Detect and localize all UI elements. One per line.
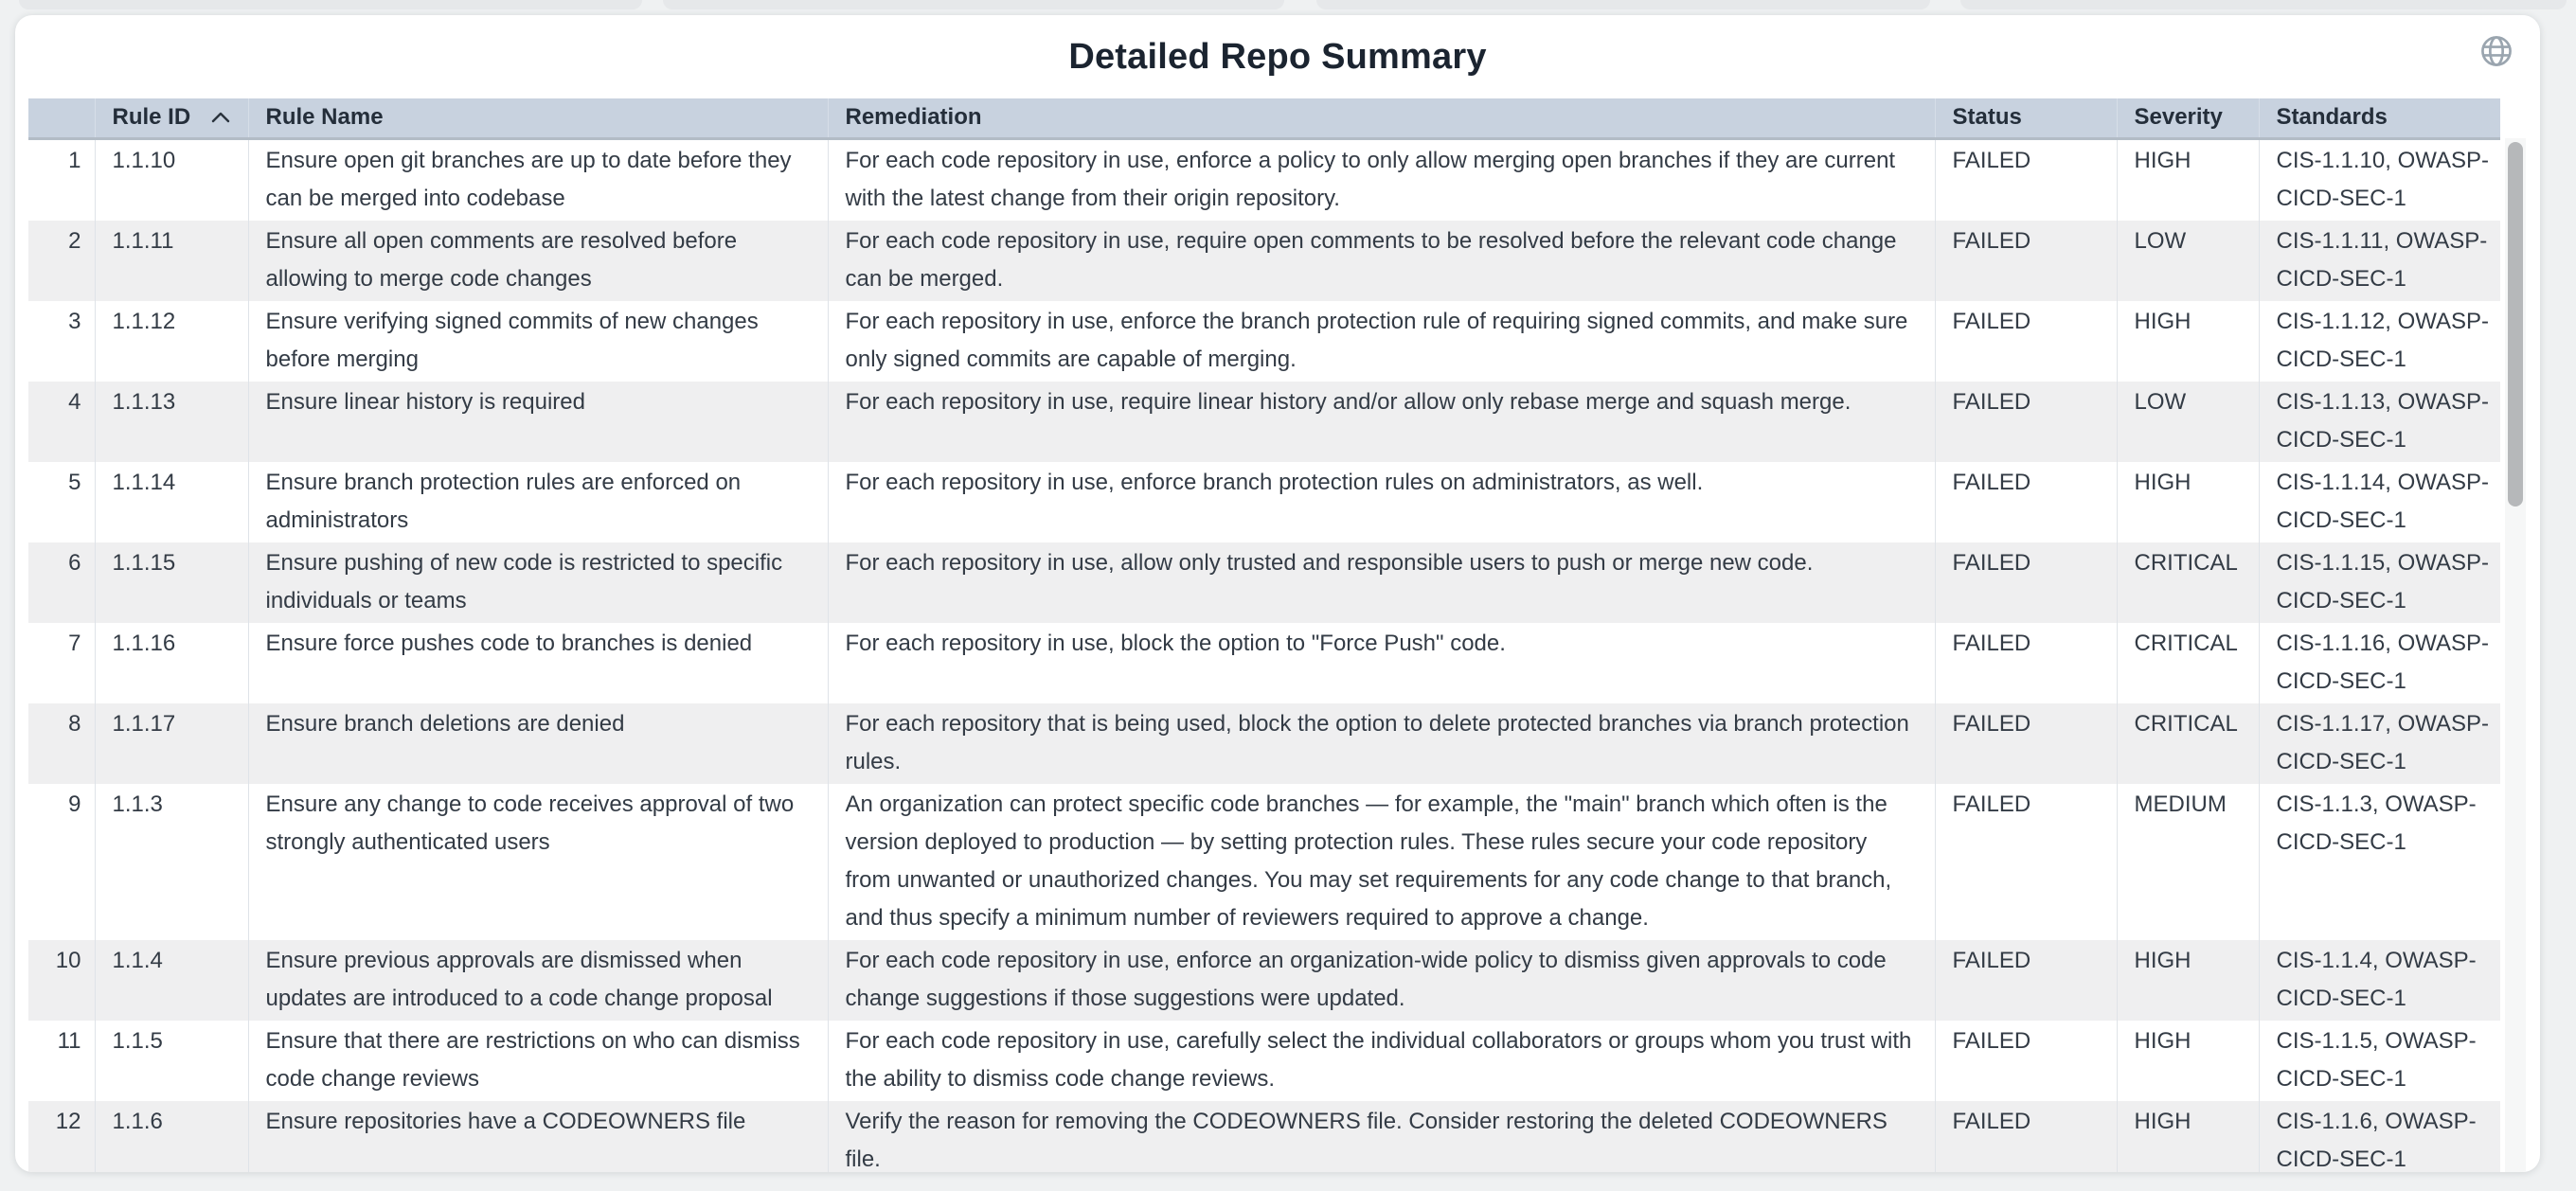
cell-rule-name: Ensure that there are restrictions on who can dismiss code change reviews xyxy=(248,1021,828,1101)
cell-rule-id: 1.1.11 xyxy=(95,221,248,301)
cell-rule-name: Ensure any change to code receives approval of two strongly authenticated users xyxy=(248,784,828,940)
column-header-rule-id-label: Rule ID xyxy=(112,104,191,131)
table-row xyxy=(28,1101,2500,1173)
table-row xyxy=(28,382,2500,462)
background-card-edge xyxy=(1316,0,1930,9)
table-header-row xyxy=(28,98,2500,138)
cell-remediation: For each code repository in use, enforce an organization-wide policy to dismiss given approvals to code change suggestions if those suggestions were updated. xyxy=(828,940,1935,1021)
cell-remediation: An organization can protect specific code branches — for example, the "main" branch which often is the version deployed to production — by setting protection rules. These rules secure your code repository from unwanted or unauthorized changes. You may set requirements for any code change to that branch, and thus specify a minimum number of reviewers required to approve a change. xyxy=(828,784,1935,940)
column-header-status[interactable]: Status xyxy=(1935,98,2117,138)
table-row xyxy=(28,301,2500,382)
cell-remediation: For each repository in use, require linear history and/or allow only rebase merge and squash merge. xyxy=(828,382,1935,462)
table-row xyxy=(28,784,2500,940)
cell-row-index: 12 xyxy=(28,1101,95,1173)
column-header-index xyxy=(28,98,95,138)
table-scrollbar[interactable] xyxy=(2505,138,2526,1172)
cell-standards: CIS-1.1.4, OWASP-CICD-SEC-1 xyxy=(2276,947,2477,1011)
column-header-standards[interactable]: Standards xyxy=(2259,98,2500,138)
cell-rule-id: 1.1.14 xyxy=(95,462,248,542)
cell-rule-name: Ensure linear history is required xyxy=(248,382,828,462)
cell-rule-id: 1.1.10 xyxy=(95,138,248,221)
table-body xyxy=(28,138,2500,1172)
cell-status: FAILED xyxy=(1935,940,2117,1021)
table-row xyxy=(28,1021,2500,1101)
background-card-edge xyxy=(663,0,1284,9)
cell-severity: HIGH xyxy=(2117,940,2259,1021)
cell-row-index: 11 xyxy=(28,1021,95,1101)
cell-severity: HIGH xyxy=(2117,138,2259,221)
column-header-remediation[interactable]: Remediation xyxy=(828,98,1935,138)
cell-remediation: For each repository that is being used, block the option to delete protected branches via branch protection rules. xyxy=(828,703,1935,784)
cell-remediation: For each repository in use, enforce branch protection rules on administrators, as well. xyxy=(828,462,1935,542)
cell-row-index: 5 xyxy=(28,462,95,542)
cell-severity: LOW xyxy=(2117,382,2259,462)
cell-standards: CIS-1.1.6, OWASP-CICD-SEC-1 xyxy=(2276,1108,2477,1172)
cell-severity: HIGH xyxy=(2117,1021,2259,1101)
cell-row-index: 2 xyxy=(28,221,95,301)
column-header-rule-name[interactable]: Rule Name xyxy=(248,98,828,138)
cell-status: FAILED xyxy=(1935,138,2117,221)
cell-rule-name: Ensure branch protection rules are enforced on administrators xyxy=(248,462,828,542)
cell-status: FAILED xyxy=(1935,703,2117,784)
background-card-edge xyxy=(19,0,642,9)
cell-severity: CRITICAL xyxy=(2117,542,2259,623)
cell-row-index: 10 xyxy=(28,940,95,1021)
cell-rule-name: Ensure previous approvals are dismissed when updates are introduced to a code change proposal xyxy=(248,940,828,1021)
cell-standards: CIS-1.1.13, OWASP-CICD-SEC-1 xyxy=(2276,388,2490,453)
cell-standards: CIS-1.1.16, OWASP-CICD-SEC-1 xyxy=(2276,630,2490,694)
cell-severity: CRITICAL xyxy=(2117,623,2259,703)
table-row xyxy=(28,703,2500,784)
cell-status: FAILED xyxy=(1935,1101,2117,1173)
cell-standards: CIS-1.1.15, OWASP-CICD-SEC-1 xyxy=(2276,549,2490,613)
cell-status: FAILED xyxy=(1935,382,2117,462)
cell-rule-id: 1.1.13 xyxy=(95,382,248,462)
background-card-edge xyxy=(1960,0,2567,9)
cell-severity: CRITICAL xyxy=(2117,703,2259,784)
table-row xyxy=(28,462,2500,542)
cell-rule-name: Ensure open git branches are up to date before they can be merged into codebase xyxy=(248,138,828,221)
page-title: Detailed Repo Summary xyxy=(1068,36,1487,77)
cell-standards: CIS-1.1.17, OWASP-CICD-SEC-1 xyxy=(2276,710,2490,774)
table-row xyxy=(28,221,2500,301)
cell-standards: CIS-1.1.11, OWASP-CICD-SEC-1 xyxy=(2276,227,2488,292)
table-row xyxy=(28,940,2500,1021)
cell-standards: CIS-1.1.3, OWASP-CICD-SEC-1 xyxy=(2276,791,2477,855)
cell-remediation: For each repository in use, enforce the branch protection rule of requiring signed commits, and make sure only signed commits are capable of merging. xyxy=(828,301,1935,382)
cell-rule-name: Ensure branch deletions are denied xyxy=(248,703,828,784)
table-row xyxy=(28,623,2500,703)
cell-rule-id: 1.1.16 xyxy=(95,623,248,703)
cell-remediation: For each code repository in use, require open comments to be resolved before the relevant code change can be merged. xyxy=(828,221,1935,301)
cell-rule-id: 1.1.12 xyxy=(95,301,248,382)
cell-row-index: 7 xyxy=(28,623,95,703)
table-row xyxy=(28,542,2500,623)
cell-severity: HIGH xyxy=(2117,1101,2259,1173)
cell-rule-id: 1.1.6 xyxy=(95,1101,248,1173)
cell-status: FAILED xyxy=(1935,462,2117,542)
cell-remediation: For each code repository in use, carefully select the individual collaborators or groups whom you trust with the ability to dismiss code change reviews. xyxy=(828,1021,1935,1101)
cell-row-index: 8 xyxy=(28,703,95,784)
column-header-rule-id[interactable] xyxy=(95,98,248,138)
cell-severity: MEDIUM xyxy=(2117,784,2259,940)
cell-severity: HIGH xyxy=(2117,301,2259,382)
cell-row-index: 4 xyxy=(28,382,95,462)
cell-standards: CIS-1.1.10, OWASP-CICD-SEC-1 xyxy=(2276,147,2490,211)
cell-rule-id: 1.1.17 xyxy=(95,703,248,784)
cell-status: FAILED xyxy=(1935,542,2117,623)
cell-rule-id: 1.1.4 xyxy=(95,940,248,1021)
table-row xyxy=(28,138,2500,221)
cell-rule-name: Ensure pushing of new code is restricted to specific individuals or teams xyxy=(248,542,828,623)
cell-row-index: 9 xyxy=(28,784,95,940)
cell-status: FAILED xyxy=(1935,1021,2117,1101)
repo-summary-table xyxy=(28,98,2500,1172)
cell-rule-name: Ensure force pushes code to branches is denied xyxy=(248,623,828,703)
scrollbar-thumb[interactable] xyxy=(2508,142,2523,507)
cell-status: FAILED xyxy=(1935,623,2117,703)
sort-ascending-icon xyxy=(210,111,231,124)
cell-standards: CIS-1.1.14, OWASP-CICD-SEC-1 xyxy=(2276,469,2490,533)
cell-severity: HIGH xyxy=(2117,462,2259,542)
card-header xyxy=(15,15,2540,98)
cell-rule-id: 1.1.5 xyxy=(95,1021,248,1101)
cell-row-index: 1 xyxy=(28,138,95,221)
cell-status: FAILED xyxy=(1935,301,2117,382)
cell-rule-name: Ensure all open comments are resolved before allowing to merge code changes xyxy=(248,221,828,301)
cell-remediation: For each repository in use, block the option to "Force Push" code. xyxy=(828,623,1935,703)
cell-rule-name: Ensure repositories have a CODEOWNERS file xyxy=(248,1101,828,1173)
detailed-repo-summary-card xyxy=(15,15,2540,1172)
cell-standards: CIS-1.1.5, OWASP-CICD-SEC-1 xyxy=(2276,1027,2477,1092)
cell-rule-id: 1.1.15 xyxy=(95,542,248,623)
cell-remediation: For each code repository in use, enforce a policy to only allow merging open branches if they are current with the latest change from their origin repository. xyxy=(828,138,1935,221)
column-header-severity[interactable]: Severity xyxy=(2117,98,2259,138)
cell-status: FAILED xyxy=(1935,784,2117,940)
cell-status: FAILED xyxy=(1935,221,2117,301)
cell-row-index: 3 xyxy=(28,301,95,382)
cell-rule-name: Ensure verifying signed commits of new changes before merging xyxy=(248,301,828,382)
cell-remediation: Verify the reason for removing the CODEOWNERS file. Consider restoring the deleted CODEOWNERS file. xyxy=(828,1101,1935,1173)
cell-severity: LOW xyxy=(2117,221,2259,301)
cell-standards: CIS-1.1.12, OWASP-CICD-SEC-1 xyxy=(2276,308,2490,372)
cell-rule-id: 1.1.3 xyxy=(95,784,248,940)
globe-icon[interactable] xyxy=(2478,32,2515,70)
cell-row-index: 6 xyxy=(28,542,95,623)
cell-remediation: For each repository in use, allow only trusted and responsible users to push or merge new code. xyxy=(828,542,1935,623)
